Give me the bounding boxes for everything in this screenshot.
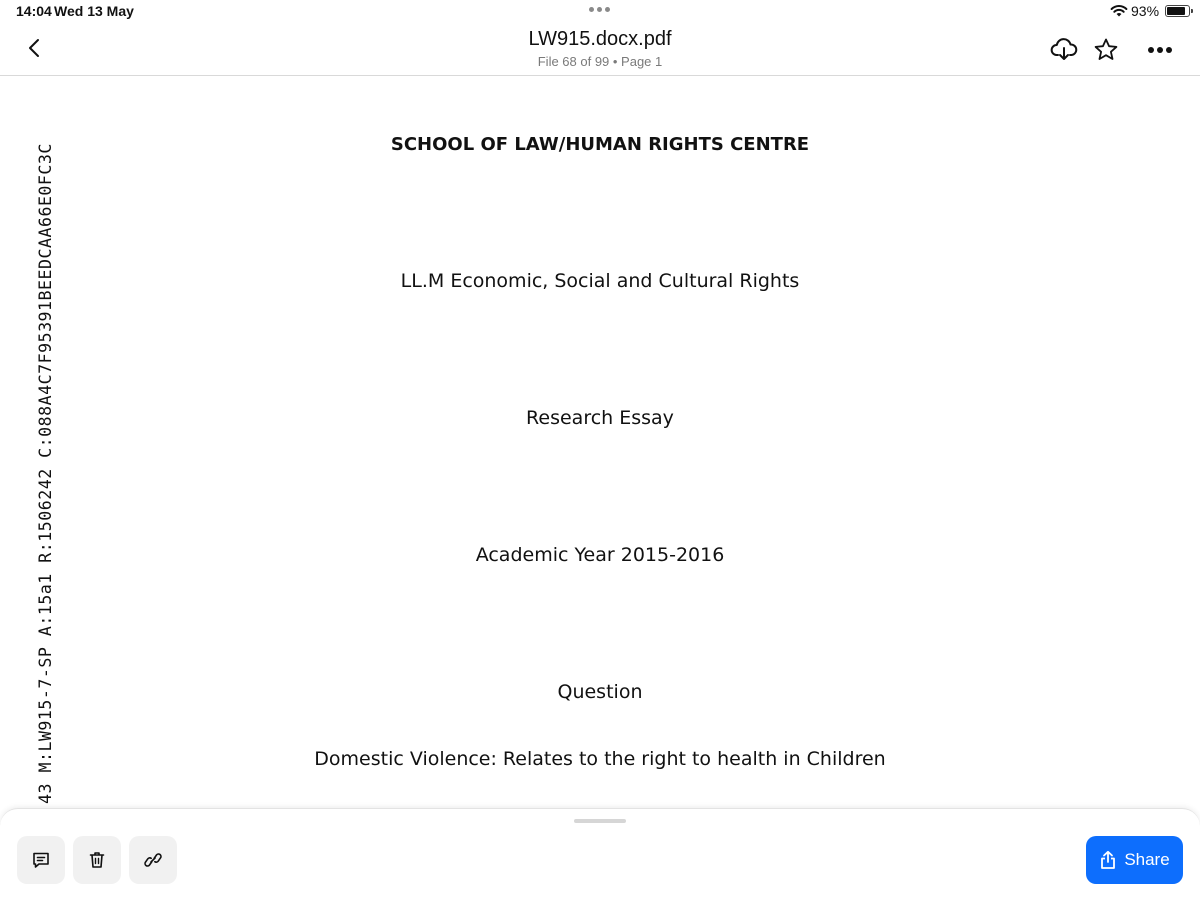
comment-button[interactable]	[17, 836, 65, 884]
side-stamp: 43 M:LW915-7-SP A:15a1 R:1506242 C:088A4C7F95391BEEDCAA66E0FC3C	[36, 143, 55, 804]
download-button[interactable]	[1050, 36, 1078, 64]
battery-percent: 93%	[1131, 3, 1160, 19]
document-viewport[interactable]	[0, 76, 1200, 808]
status-time: 14:04	[16, 3, 52, 19]
document-heading: SCHOOL OF LAW/HUMAN RIGHTS CENTRE	[390, 134, 810, 155]
battery-level	[1167, 7, 1185, 15]
wifi-icon	[1110, 4, 1128, 18]
academic-year-line: Academic Year 2015-2016	[475, 544, 725, 566]
assignment-type-line: Research Essay	[526, 407, 674, 429]
document-title: LW915.docx.pdf	[528, 28, 672, 50]
star-icon	[1093, 37, 1119, 63]
battery-icon	[1165, 5, 1190, 17]
share-label: Share	[1124, 850, 1170, 869]
delete-button[interactable]	[73, 836, 121, 884]
trash-icon	[87, 850, 107, 870]
comment-icon	[31, 850, 51, 870]
document-subtitle: File 68 of 99 • Page 1	[537, 54, 663, 69]
cloud-download-icon	[1050, 38, 1078, 62]
bottom-toolbar	[0, 808, 1200, 901]
sheet-grabber[interactable]	[574, 819, 626, 823]
more-icon	[1147, 46, 1173, 54]
multitasking-dots-icon[interactable]	[589, 4, 613, 14]
link-icon	[143, 850, 163, 870]
programme-line: LL.M Economic, Social and Cultural Rights	[400, 270, 800, 292]
copy-link-button[interactable]	[129, 836, 177, 884]
more-button[interactable]	[1146, 36, 1174, 64]
nav-bar	[0, 24, 1200, 76]
share-icon	[1099, 850, 1117, 870]
star-button[interactable]	[1092, 36, 1120, 64]
status-date: Wed 13 May	[54, 3, 134, 19]
share-button[interactable]	[1086, 836, 1183, 884]
status-bar	[0, 0, 1200, 24]
question-text: Domestic Violence: Relates to the right to health in Children	[314, 748, 886, 770]
question-label: Question	[557, 681, 643, 703]
